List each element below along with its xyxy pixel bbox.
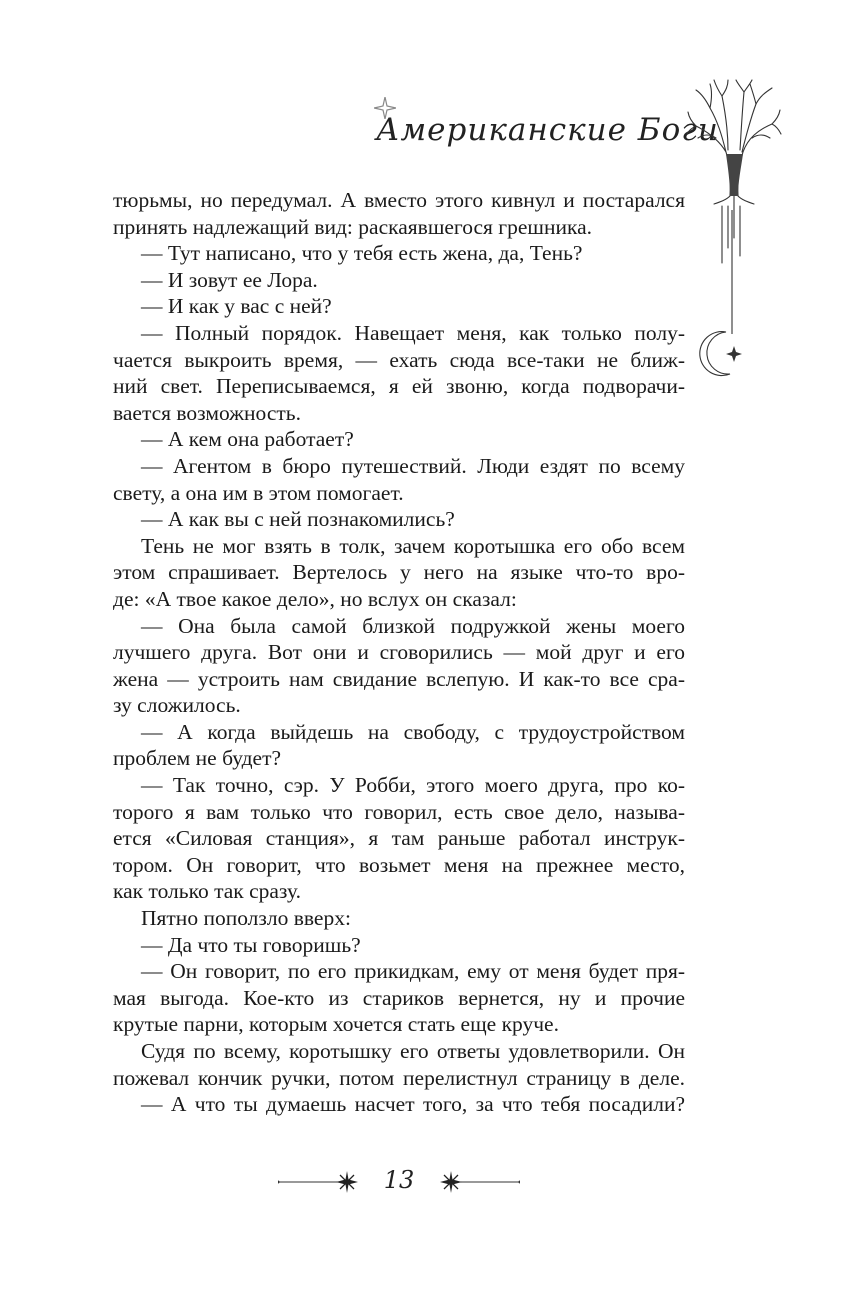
text-line: лучшего друга. Вот они и сговорились — мой друг и его [113, 640, 685, 665]
text-line: — И как у вас с ней? [141, 294, 332, 319]
text-line: проблем не будет? [113, 746, 282, 771]
running-title: Американские Боги [376, 112, 719, 148]
text-line: де: «А твое какое дело», но вслух он сказал: [113, 586, 517, 611]
text-line: вается возможность. [113, 400, 301, 425]
text-line: крутые парни, которым хочется стать еще круче. [113, 1012, 559, 1037]
text-line: тором. Он говорит, что возьмет меня на прежнее место, [113, 852, 685, 877]
text-line: тюрьмы, но передумал. А вместо этого кивнул и постарался [113, 188, 685, 212]
page-footer [278, 1164, 520, 1200]
text-line: чается выкроить время, — ехать сюда все-таки не ближ- [113, 347, 685, 372]
text-line: пожевал кончик ручки, потом перелистнул страницу в деле. [113, 1065, 685, 1090]
text-line: — Тут написано, что у тебя есть жена, да, Тень? [141, 241, 583, 266]
text-line: — Полный порядок. Навещает меня, как только полу- [141, 320, 685, 345]
text-line: — И зовут ее Лора. [141, 267, 318, 292]
page-number: 13 [383, 1166, 415, 1194]
text-line: Пятно поползло вверх: [141, 906, 351, 931]
text-line: жена — устроить нам свидание вслепую. И как-то все сра- [113, 666, 685, 691]
text-line: мая выгода. Кое-кто из стариков вернется, ну и прочие [113, 985, 685, 1010]
text-line: торого я вам только что говорил, есть свое дело, называ- [113, 799, 685, 824]
text-line: — Так точно, сэр. У Робби, этого моего друга, про ко- [141, 773, 685, 798]
text-line: — Она была самой близкой подружкой жены моего [141, 613, 685, 638]
text-line: — А кем она работает? [141, 427, 354, 452]
text-line: Тень не мог взять в толк, зачем коротышка его обо всем [141, 533, 685, 558]
text-line: этом спрашивает. Вертелось у него на языке что-то вро- [113, 560, 685, 585]
body-text [113, 187, 685, 1118]
star-burst-icon [440, 1171, 462, 1193]
text-line: — А когда выйдешь на свободу, с трудоустройством [141, 719, 685, 744]
text-line: — А что ты думаешь насчет того, за что тебя посадили? [141, 1092, 685, 1117]
text-line: — Да что ты говоришь? [141, 932, 361, 957]
text-line: — Он говорит, по его прикидкам, ему от меня будет пря- [141, 959, 685, 984]
crescent-moon-icon [696, 210, 756, 380]
text-line: принять надлежащий вид: раскаявшегося грешника. [113, 214, 593, 239]
text-line: зу сложилось. [113, 693, 241, 718]
text-line: — А как вы с ней познакомились? [141, 507, 455, 532]
text-line: свету, а она им в этом помогает. [113, 480, 404, 505]
text-line: как только так сразу. [113, 879, 301, 904]
text-line: Судя по всему, коротышку его ответы удовлетворили. Он [141, 1039, 685, 1063]
text-line: ний свет. Переписываемся, я ей звоню, когда подворачи- [113, 374, 685, 399]
text-line: — Агентом в бюро путешествий. Люди ездят по всему [141, 453, 685, 478]
text-line: ется «Силовая станция», я там раньше работал инструк- [113, 826, 685, 851]
